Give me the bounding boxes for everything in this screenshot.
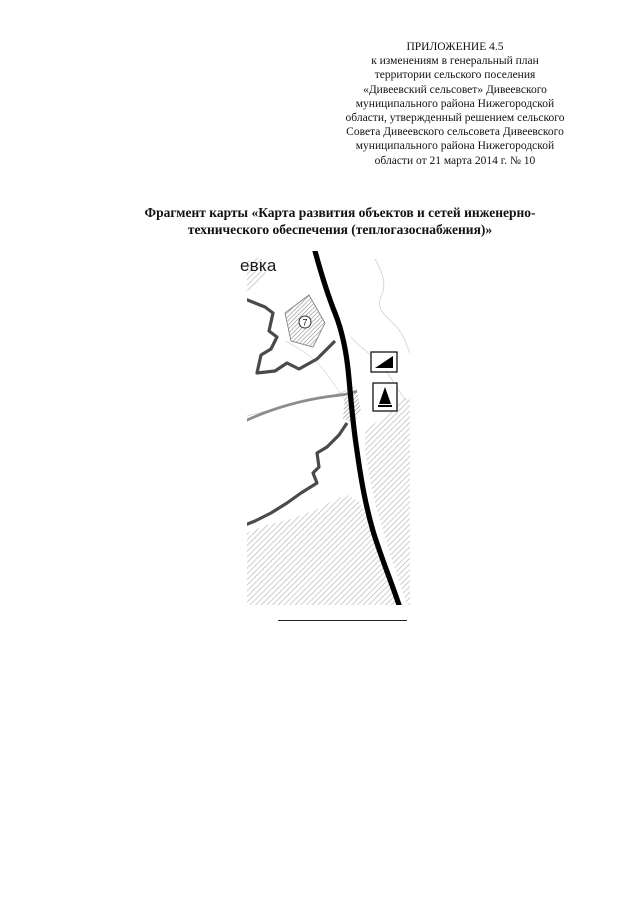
appendix-heading: ПРИЛОЖЕНИЕ 4.5 [406,41,504,53]
gas-distribution-station-base [378,405,392,407]
document-title [90,204,590,238]
appendix-line: области от 21 марта 2014 г. № 10 [374,154,536,167]
title-line: технического обеспечения (теплогазоснабжения)» [187,222,493,237]
appendix-line: муниципального района Нижегородской [355,140,555,153]
appendix-line: к изменениям в генеральный план [371,55,539,68]
terrain-contour [375,259,410,353]
appendix-line: территории сельского поселения [374,69,536,82]
map-canvas [247,251,410,605]
footer-rule [278,620,407,621]
appendix-line: «Дивеевский сельсовет» Дивеевского [363,83,547,96]
road [247,391,357,421]
title-line: Фрагмент карты «Карта развития объектов и сетей инженерно- [144,205,536,220]
appendix-block [300,40,610,168]
map-fragment [247,251,410,605]
appendix-line: Совета Дивеевского сельсовета Дивеевского [346,126,564,139]
hatched-zone-south-west [247,495,397,605]
map-place-label: евка [240,256,277,275]
appendix-line: области, утвержденный решением сельского [345,112,565,125]
numbered-marker-label: 7 [302,317,308,328]
appendix-line: муниципального района Нижегородской [355,97,555,110]
